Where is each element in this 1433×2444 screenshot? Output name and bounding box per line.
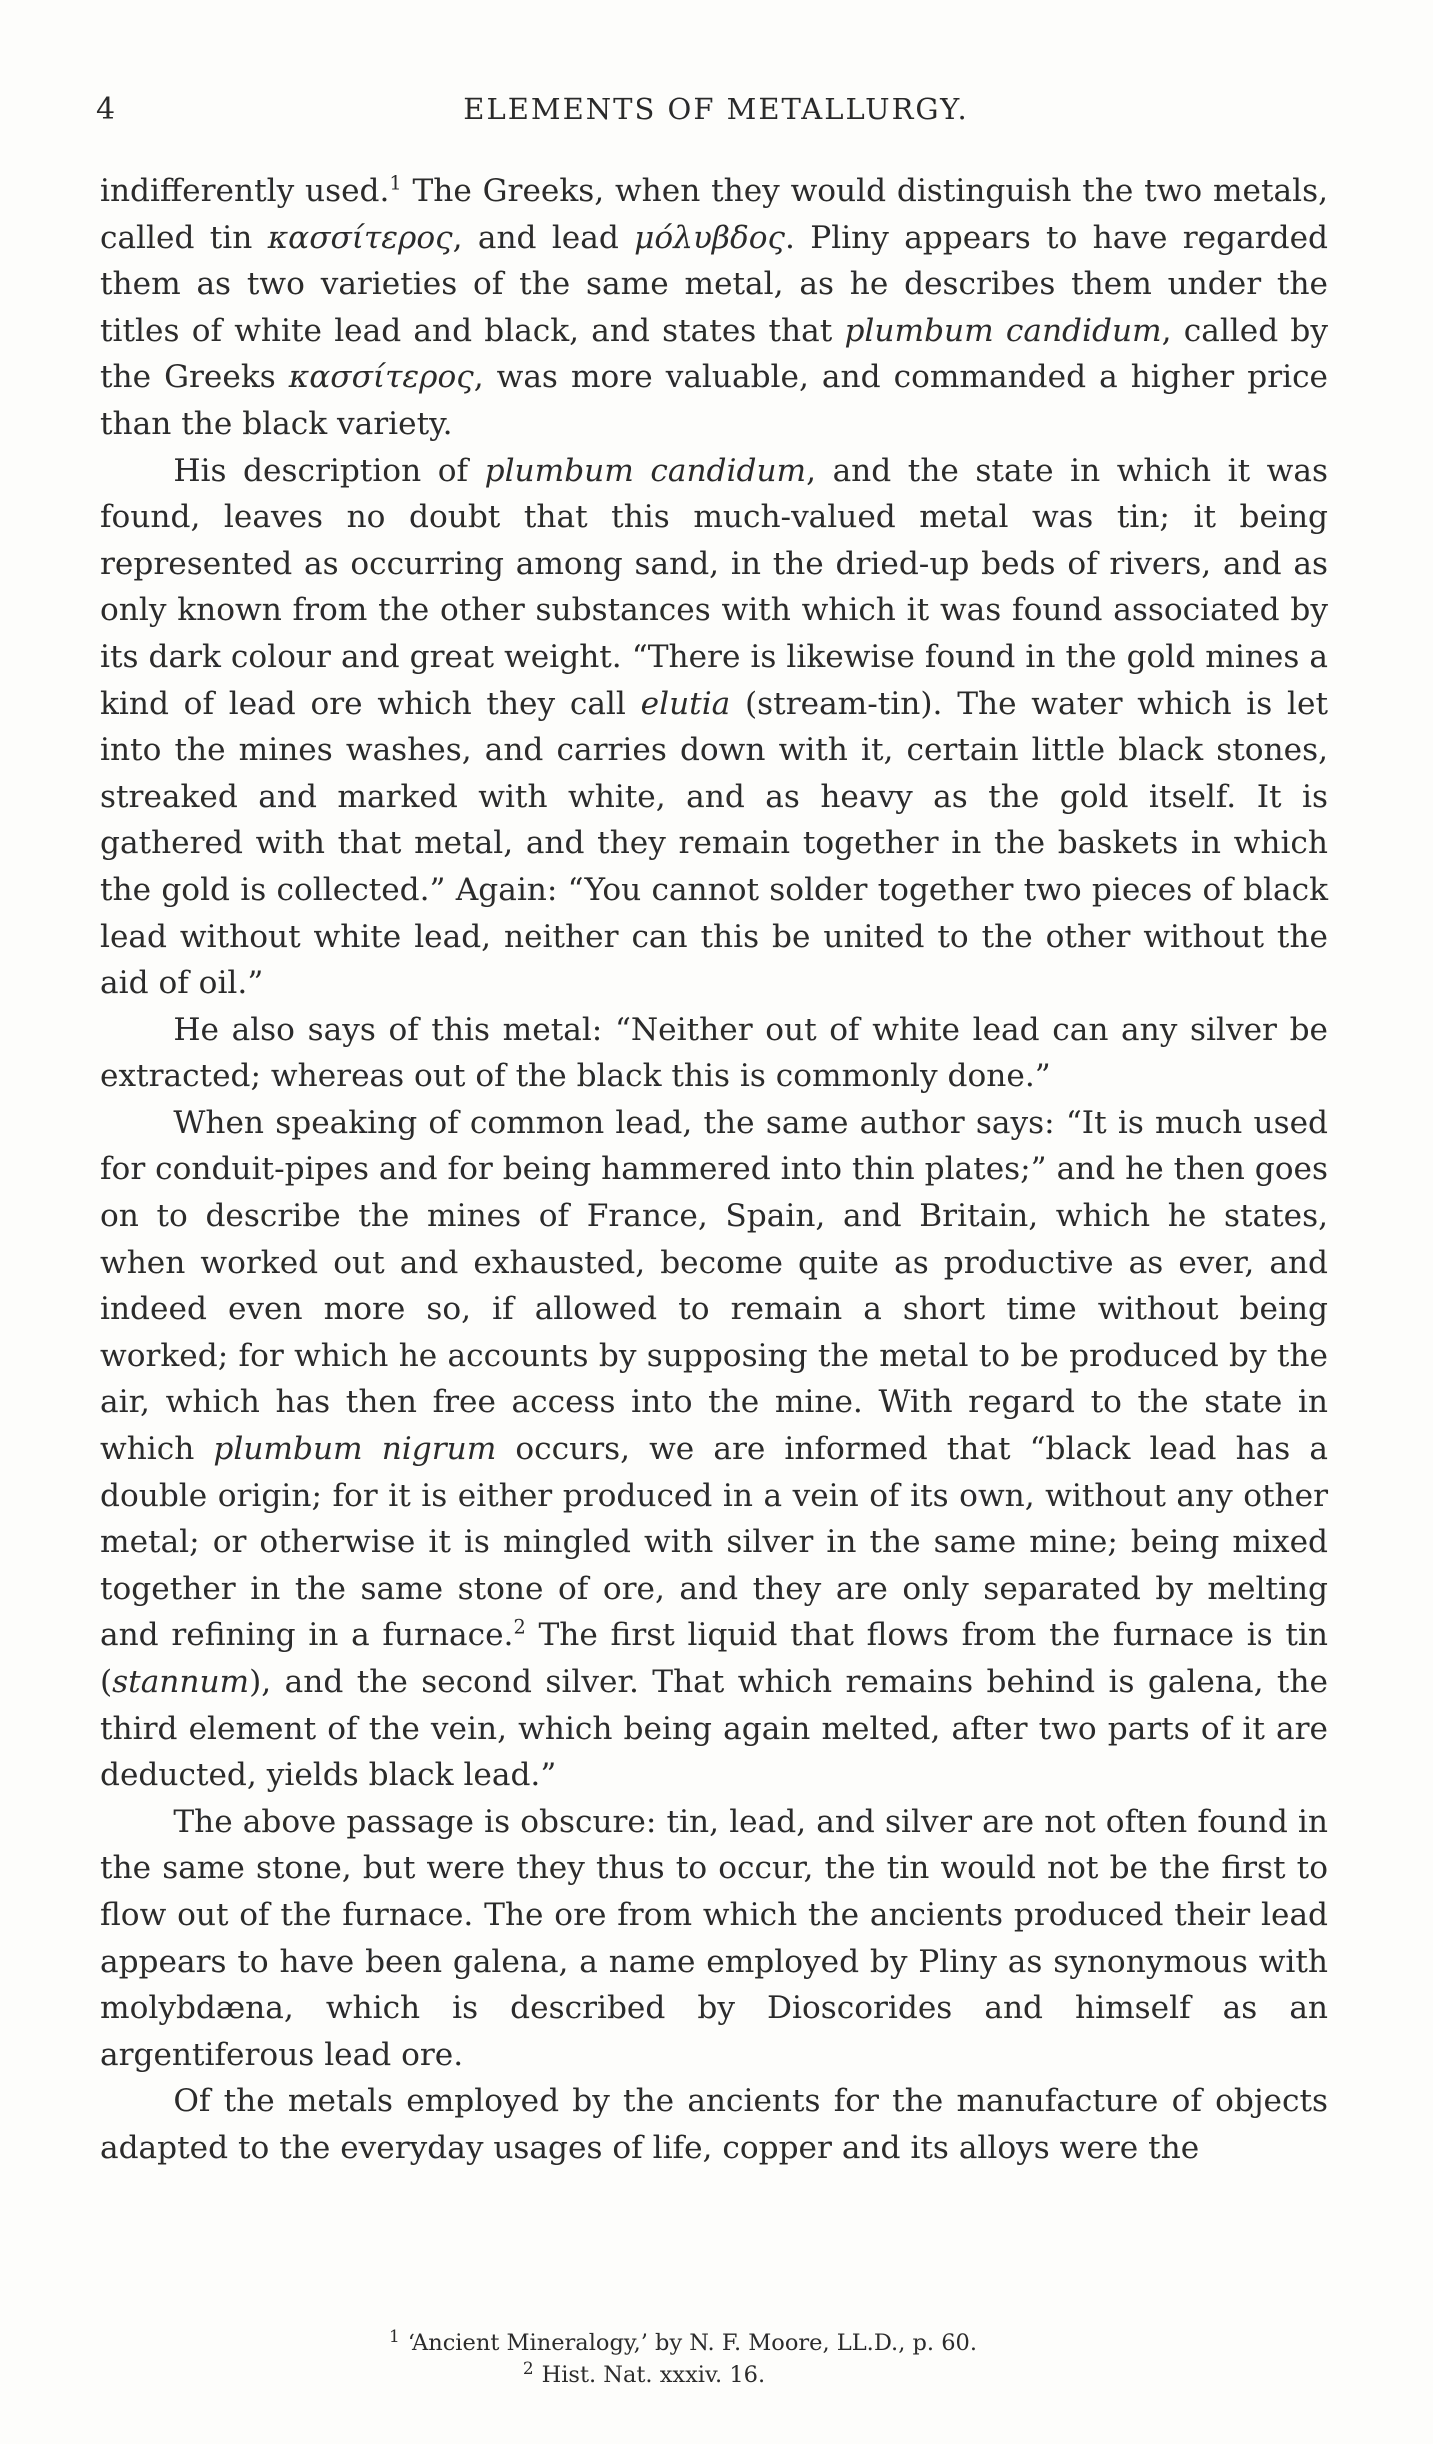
page-number: 4 bbox=[96, 92, 116, 127]
latin-term-stannum: stannum bbox=[112, 1664, 250, 1700]
paragraph-1-text-d: . Pliny appears to have regarded them as two varieties of the same metal, as he describes them under the titles of white lead and black, and states that bbox=[100, 219, 1328, 349]
paragraph-1-text-c: , and lead bbox=[452, 219, 635, 256]
paragraph-3: He also says of this metal: “Neither out of white lead can any silver be extracted; whereas out of the black this is commonly done.” bbox=[100, 1011, 1328, 1095]
paragraph-2 bbox=[100, 448, 1328, 1007]
footnote-reference-2: 2 bbox=[513, 1616, 526, 1640]
latin-term-elutia: elutia bbox=[640, 685, 731, 722]
paragraph-1-text-a: indifferently used. bbox=[100, 173, 390, 209]
paragraph-1-text-e: , called by the Greeks bbox=[100, 312, 1328, 396]
paragraph-1-text-b: The Greeks, when they would distinguish the two metals, called tin bbox=[100, 173, 1328, 256]
paragraph-6: Of the metals employed by the ancients for the manufacture of objects adapted to the everyday usages of life, copper and its alloys were the bbox=[100, 2083, 1328, 2166]
paragraph-1 bbox=[100, 168, 1328, 448]
body-text bbox=[100, 168, 1328, 2172]
page-header bbox=[96, 92, 1336, 142]
footnote-1-text: ‘Ancient Mineralogy,’ by N. F. Moore, LL.D., p. 60. bbox=[407, 2330, 977, 2356]
footnote-reference-1: 1 bbox=[389, 171, 402, 195]
paragraph-4-text-d: ), and the second silver. That which remains behind is galena, the third element of the vein, which being again melted, after two parts of it are deducted, yields black lead.” bbox=[100, 1664, 1328, 1794]
latin-term-plumbum-candidum-2: plumbum candidum bbox=[484, 452, 807, 489]
paragraph-2-text-c: (stream-tin). The water which is let into the mines washes, and carries down with it, certain little black stones, streaked and marked with white, and as heavy as the gold itself. It is gathered with that metal, and they remain together in the baskets in which the gold is collected.” Again: “You cannot solder together two pieces of black lead without white lead, neither can this be united to the other without the aid of oil.” bbox=[100, 685, 1328, 1002]
paragraph-4 bbox=[100, 1100, 1328, 1799]
footnote-1 bbox=[100, 2327, 1328, 2359]
footnote-1-mark: 1 bbox=[388, 2325, 400, 2346]
paragraph-2-text-b: , and the state in which it was found, leaves no doubt that this much-valued metal was tin; it being represented as occurring among sand, in the dried-up beds of rivers, and as only known from the other substances with which it was found associated by its dark colour and great weight. “There is likewise found in the gold mines a kind of lead ore which they call bbox=[100, 452, 1328, 722]
paragraph-5: The above passage is obscure: tin, lead, and silver are not often found in the same stone, but were they thus to occur, the tin would not be the first to flow out of the furnace. The ore from which the ancients produced their lead appears to have been galena, a name employed by Pliny as synonymous with molybdæna, which is described by Dioscorides and himself as an argentiferous lead ore. bbox=[100, 1803, 1328, 2073]
latin-term-plumbum-candidum: plumbum candidum bbox=[844, 312, 1162, 349]
latin-term-plumbum-nigrum: plumbum nigrum bbox=[213, 1431, 497, 1468]
paragraph-4-text-b: occurs, we are informed that “black lead has a double origin; for it is either produced in a vein of its own, without any other metal; or otherwise it is mingled with silver in the same mine; being mixed together in the same stone of ore, and they are only separated by melting and refining in a furnace. bbox=[100, 1431, 1328, 1654]
footnote-2-text: Hist. Nat. xxxiv. 16. bbox=[541, 2362, 766, 2388]
paragraph-4-text-c: The first liquid that flows from the furnace is tin ( bbox=[100, 1617, 1328, 1700]
greek-word-tin: κασσίτερος bbox=[267, 219, 453, 256]
footnote-2 bbox=[100, 2359, 1328, 2391]
greek-word-lead: μόλυβδος bbox=[634, 219, 785, 256]
paragraph-1-text-f: , was more valuable, and commanded a higher price than the black variety. bbox=[100, 359, 1328, 442]
footnote-2-mark: 2 bbox=[522, 2357, 534, 2378]
paragraph-2-text-a: His description of bbox=[173, 452, 485, 489]
paragraph-4-text-a: When speaking of common lead, the same author says: “It is much used for conduit-pipes and for being hammered into thin plates;” and he then goes on to describe the mines of France, Spain, and Britain, which he states, when worked out and exhausted, become quite as productive as ever, and indeed even more so, if allowed to remain a short time without being worked; for which he accounts by supposing the metal to be produced by the air, which has then free access into the mine. With regard to the state in which bbox=[100, 1104, 1328, 1468]
running-head: ELEMENTS OF METALLURGY. bbox=[463, 92, 969, 126]
footnotes bbox=[100, 2327, 1328, 2391]
greek-word-tin-2: κασσίτερος bbox=[288, 359, 474, 396]
